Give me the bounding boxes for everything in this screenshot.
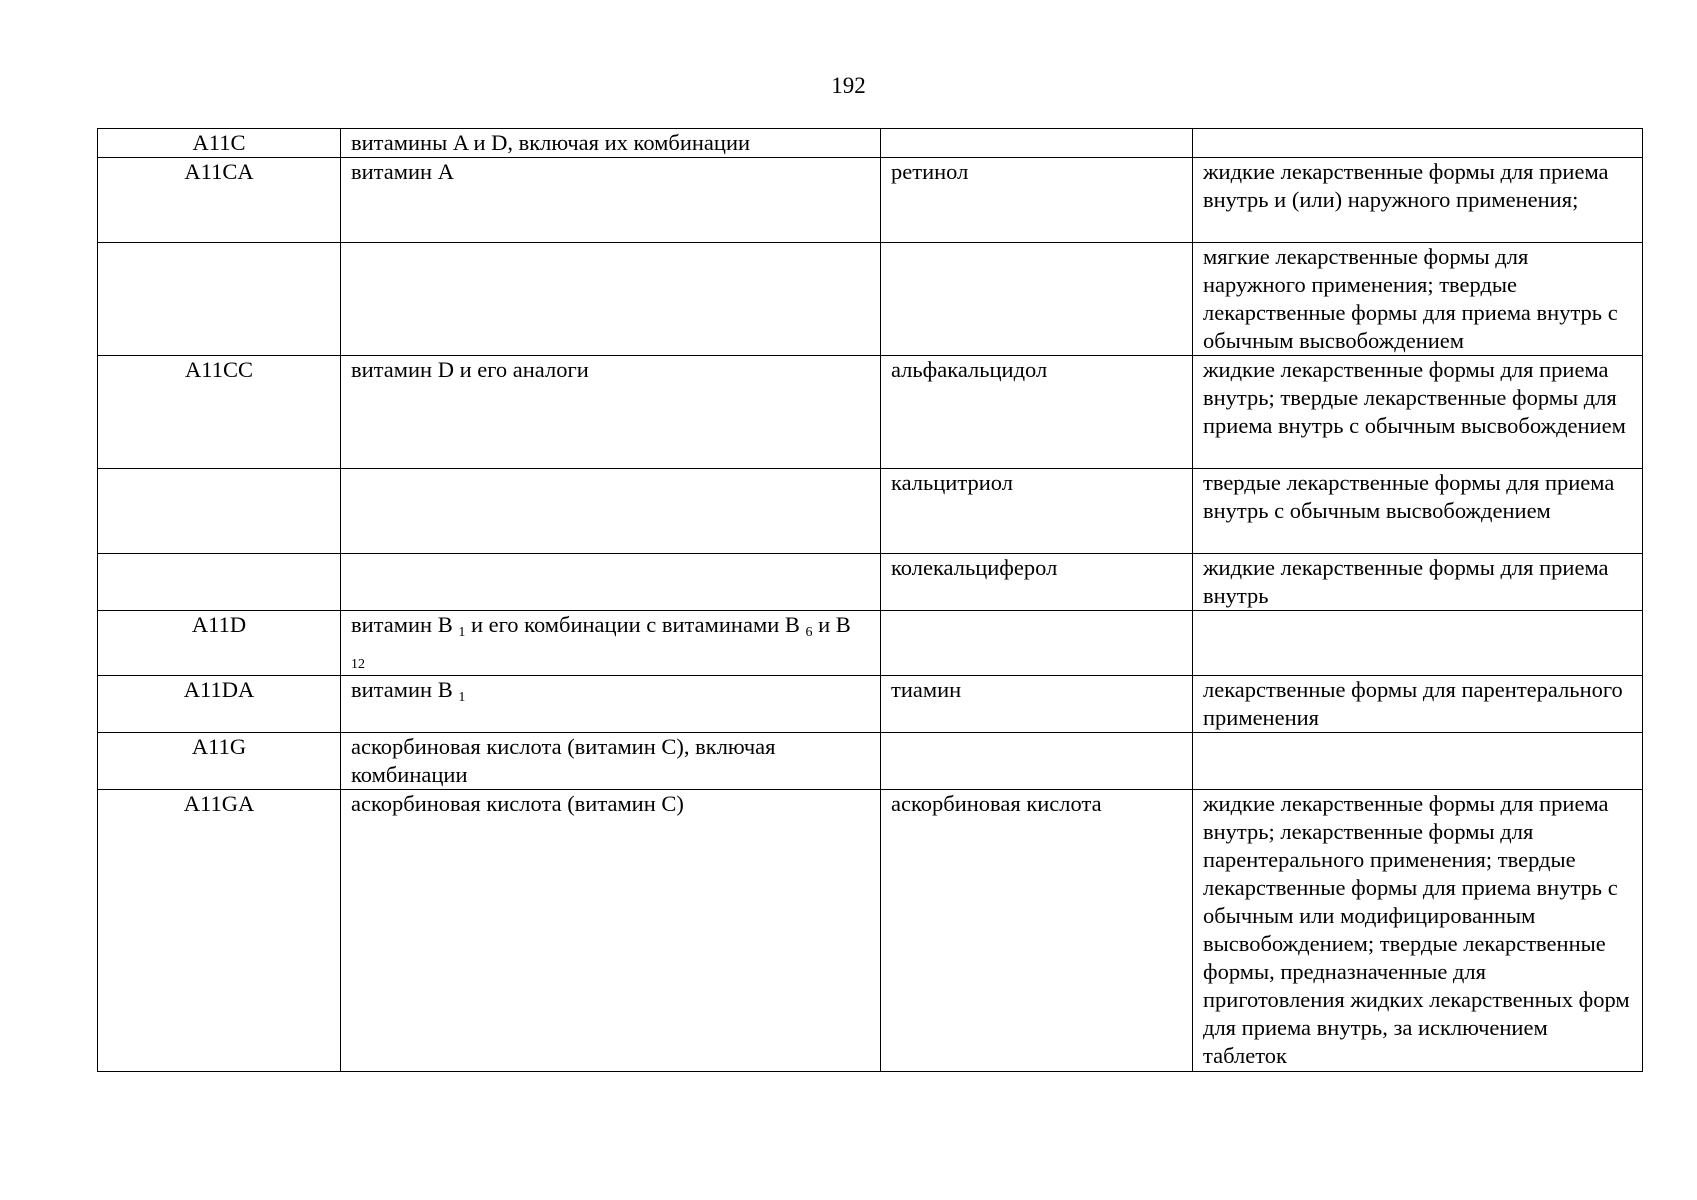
table-row (98, 158, 1643, 243)
atc-code-cell (98, 554, 341, 611)
drug-name-cell (881, 611, 1193, 676)
dosage-forms-cell: жидкие лекарственные формы для приема внутрь; лекарственные формы для парентерального применения; твердые лекарственные формы для приема внутрь с обычным или модифицированным высвобождением; твердые лекарственные формы, предназначенные для приготовления жидких лекарственных форм для приема внутрь, за исключением таблеток (1193, 790, 1643, 1072)
table-row (98, 676, 1643, 733)
dosage-forms-cell: жидкие лекарственные формы для приема внутрь; твердые лекарственные формы для приема внутрь с обычным высвобождением (1193, 356, 1643, 469)
table-row (98, 356, 1643, 469)
dosage-forms-cell (1193, 611, 1643, 676)
atc-code-cell (98, 243, 341, 356)
group-name-cell (341, 554, 881, 611)
drug-name-cell: колекальциферол (881, 554, 1193, 611)
table-row (98, 790, 1643, 1072)
group-name-cell (341, 676, 881, 733)
group-name-cell (341, 243, 881, 356)
drug-name-cell: кальцитриол (881, 469, 1193, 554)
subscript: 1 (458, 625, 466, 640)
drug-name-cell: аскорбиновая кислота (881, 790, 1193, 1072)
group-name-cell: аскорбиновая кислота (витамин C) (341, 790, 881, 1072)
subscript: 1 (458, 690, 466, 705)
dosage-forms-cell: жидкие лекарственные формы для приема внутрь (1193, 554, 1643, 611)
group-name-cell: аскорбиновая кислота (витамин C), включая комбинации (341, 733, 881, 790)
subscript: 6 (805, 625, 813, 640)
atc-code-cell: A11DA (98, 676, 341, 733)
atc-code-cell: A11C (98, 129, 341, 158)
subscript: 12 (351, 657, 365, 672)
group-name-cell: витамины A и D, включая их комбинации (341, 129, 881, 158)
dosage-forms-cell: лекарственные формы для парентерального применения (1193, 676, 1643, 733)
table-row (98, 554, 1643, 611)
table-row (98, 469, 1643, 554)
table-row (98, 243, 1643, 356)
dosage-forms-cell: жидкие лекарственные формы для приема внутрь и (или) наружного применения; (1193, 158, 1643, 243)
table-row (98, 129, 1643, 158)
atc-code-cell (98, 469, 341, 554)
atc-code-cell: A11CC (98, 356, 341, 469)
drug-name-cell: тиамин (881, 676, 1193, 733)
atc-code-cell: A11G (98, 733, 341, 790)
drug-classification-table (97, 128, 1643, 1072)
atc-code-cell: A11CA (98, 158, 341, 243)
group-name-cell (341, 611, 881, 676)
dosage-forms-cell: мягкие лекарственные формы для наружного применения; твердые лекарственные формы для приема внутрь с обычным высвобождением (1193, 243, 1643, 356)
page-number: 192 (831, 73, 866, 98)
dosage-forms-cell (1193, 733, 1643, 790)
drug-name-cell (881, 243, 1193, 356)
group-text: и B (812, 612, 851, 637)
group-name-cell: витамин D и его аналоги (341, 356, 881, 469)
table-row (98, 733, 1643, 790)
group-name-cell (341, 469, 881, 554)
drug-name-cell (881, 129, 1193, 158)
atc-code-cell: A11GA (98, 790, 341, 1072)
group-text: витамин B (351, 612, 459, 637)
atc-code-cell: A11D (98, 611, 341, 676)
dosage-forms-cell: твердые лекарственные формы для приема внутрь с обычным высвобождением (1193, 469, 1643, 554)
drug-name-cell: ретинол (881, 158, 1193, 243)
drug-name-cell: альфакальцидол (881, 356, 1193, 469)
dosage-forms-cell (1193, 129, 1643, 158)
table-row (98, 611, 1643, 676)
drug-name-cell (881, 733, 1193, 790)
group-text: витамин B (351, 677, 459, 702)
group-text: и его комбинации с витаминами B (465, 612, 806, 637)
group-name-cell: витамин A (341, 158, 881, 243)
